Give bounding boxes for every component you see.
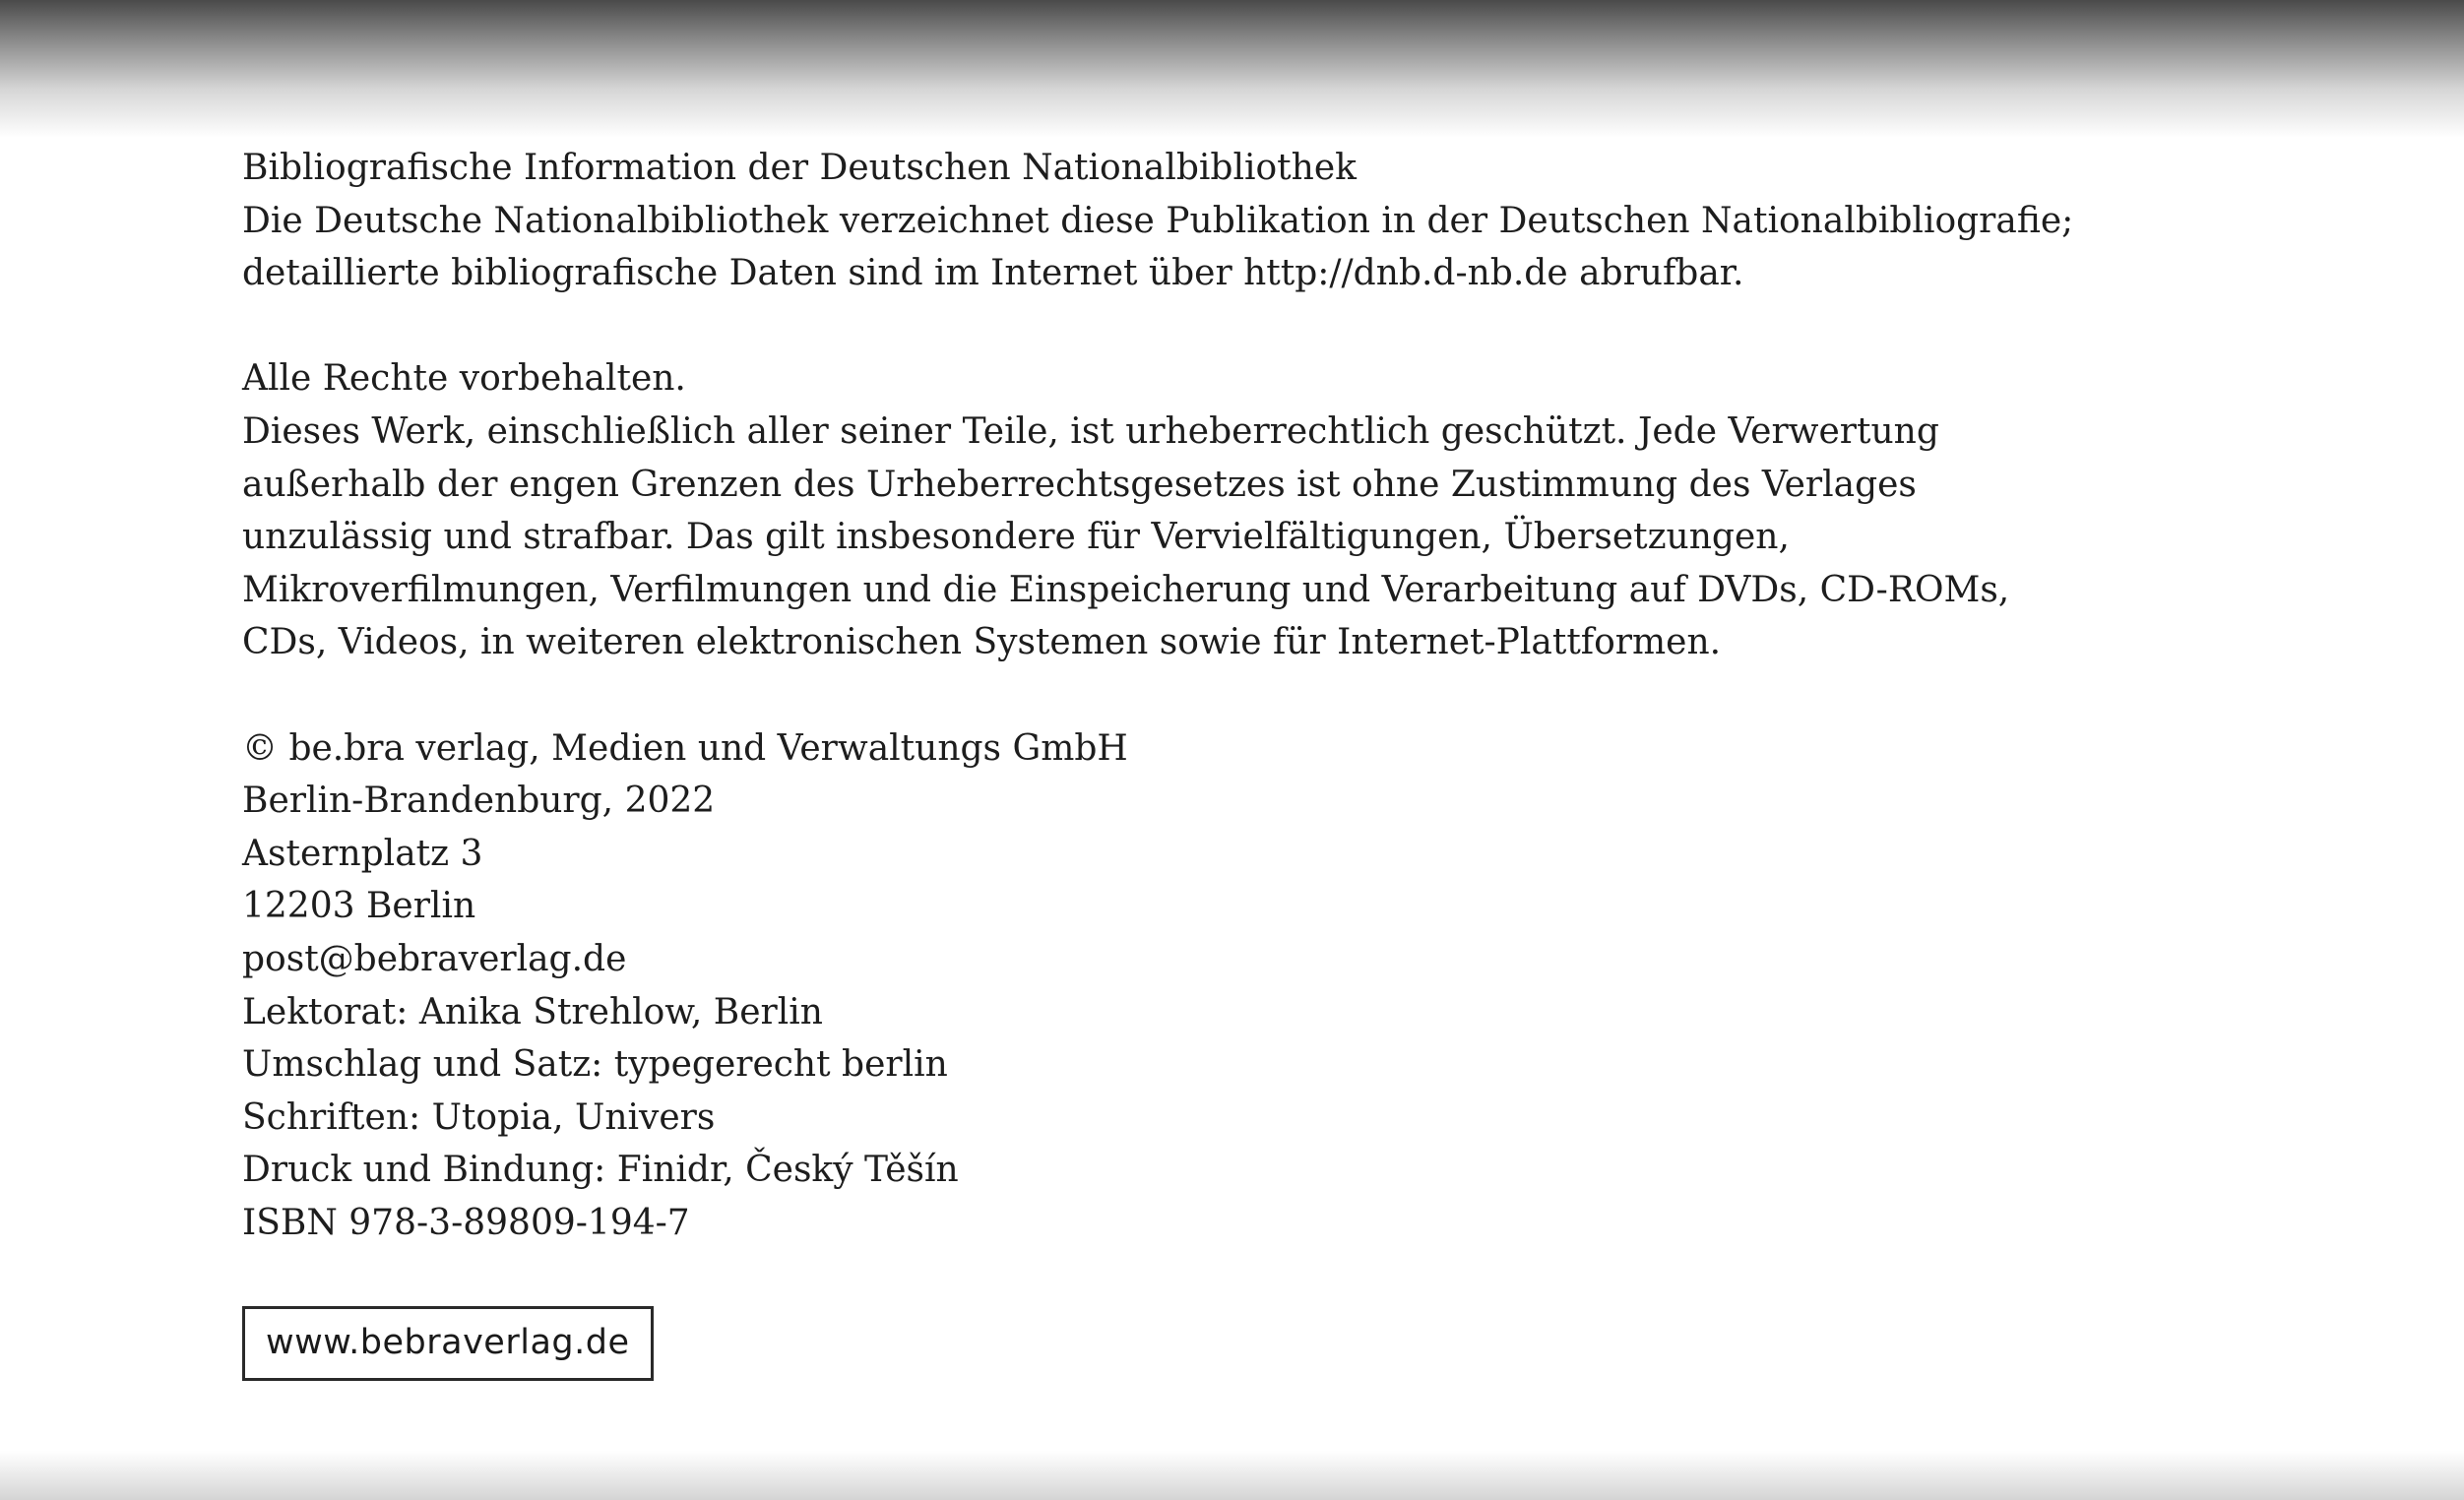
rights-line: Mikroverfilmungen, Verfilmungen und die Einspeicherung und Verarbeitung auf DVDs, CD-ROMs,: [242, 569, 2010, 610]
rights-line: Dieses Werk, einschließlich aller seiner Teile, ist urheberrechtlich geschützt. Jede Verwertung: [242, 410, 1939, 452]
editor-credit: Lektorat: Anika Strehlow, Berlin: [242, 991, 823, 1032]
publisher-email: post@bebraverlag.de: [242, 938, 627, 979]
rights-heading: Alle Rechte vorbehalten.: [242, 358, 686, 400]
isbn: ISBN 978-3-89809-194-7: [242, 1202, 690, 1243]
rights-line: CDs, Videos, in weiteren elektronischen Systemen sowie für Internet-Plattformen.: [242, 622, 1722, 663]
publisher-info: [242, 722, 2309, 1250]
rights-line: unzulässig und strafbar. Das gilt insbesondere für Vervielfältigungen, Übersetzungen,: [242, 517, 1790, 558]
printing-credit: Druck und Bindung: Finidr, Český Těšín: [242, 1150, 959, 1191]
publisher-street: Asternplatz 3: [242, 833, 483, 874]
bibliographic-line: detaillierte bibliografische Daten sind im Internet über http://dnb.d-nb.de abrufbar.: [242, 253, 1744, 294]
copyright-line: © be.bra verlag, Medien und Verwaltungs GmbH: [242, 727, 1128, 769]
bibliographic-line: Die Deutsche Nationalbibliothek verzeichnet diese Publikation in der Deutschen Nationalbibliografie;: [242, 200, 2074, 241]
website-link[interactable]: www.bebraverlag.de: [242, 1306, 654, 1381]
bibliographic-info: [242, 142, 2309, 300]
rights-notice: [242, 352, 2309, 669]
design-credit: Umschlag und Satz: typegerecht berlin: [242, 1044, 948, 1086]
bibliographic-heading: Bibliografische Information der Deutschen Nationalbibliothek: [242, 148, 1357, 188]
rights-line: außerhalb der engen Grenzen des Urheberrechtsgesetzes ist ohne Zustimmung des Verlages: [242, 464, 1917, 505]
top-page-shadow: [0, 0, 2464, 138]
bottom-page-shadow: [0, 1451, 2464, 1500]
imprint-page: [242, 142, 2309, 1381]
fonts-credit: Schriften: Utopia, Univers: [242, 1096, 716, 1138]
publisher-location: Berlin-Brandenburg, 2022: [242, 781, 716, 822]
publisher-city: 12203 Berlin: [242, 886, 476, 927]
